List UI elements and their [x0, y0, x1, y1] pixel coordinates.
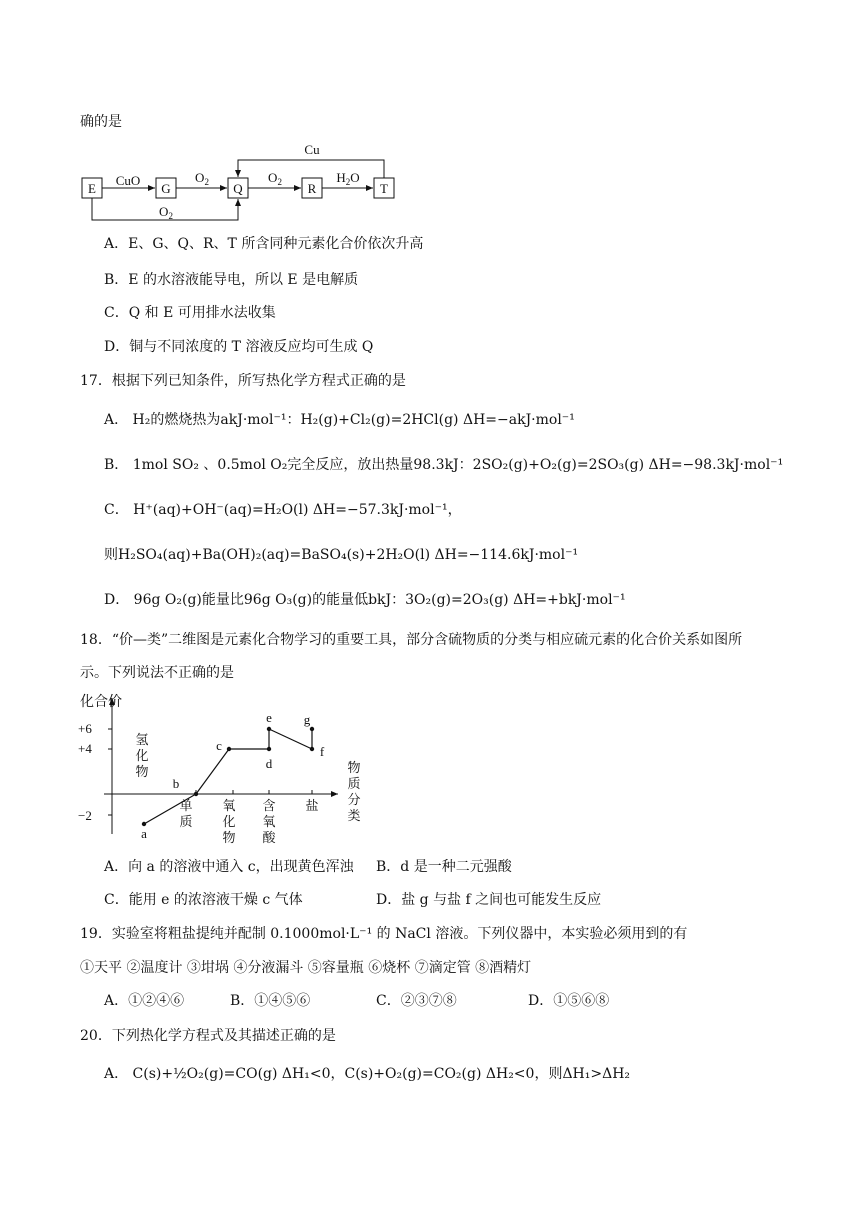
q19-option-d: D．①⑤⑥⑧	[528, 993, 610, 1009]
point-b	[194, 792, 198, 796]
cat-oxide-1: 氧	[222, 798, 236, 813]
q17-option-a: A． H₂的燃烧热为akJ·mol⁻¹：H₂(g)+Cl₂(g)=2HCl(g) ΔH=−akJ·mol⁻¹	[104, 412, 575, 428]
point-c	[227, 747, 231, 751]
point-c-label: c	[216, 738, 222, 753]
flow-diagram	[80, 140, 410, 230]
arrow-o2-label-3: $O_2$	[159, 204, 173, 221]
box-t-label: T	[380, 181, 388, 196]
intro-text: 确的是	[80, 114, 122, 130]
segment-e-f	[269, 729, 312, 749]
q18-stem-cont: 示。下列说法不正确的是	[80, 665, 234, 681]
box-e-label: E	[88, 181, 96, 196]
hydride-label-3: 物	[135, 764, 149, 779]
point-e-label: e	[266, 710, 272, 725]
q17-stem: 17．根据下列已知条件，所写热化学方程式正确的是	[80, 373, 406, 389]
box-q-label: Q	[233, 181, 243, 196]
point-d	[267, 747, 271, 751]
point-g-label: g	[303, 712, 311, 727]
x-title-1: 物	[347, 760, 361, 775]
tick-minus2: −2	[78, 808, 92, 823]
valence-class-chart	[76, 684, 376, 846]
cat-oxide-2: 化	[222, 814, 236, 829]
cat-elemental-1: 单	[179, 798, 193, 813]
q18-option-d: D．盐 g 与盐 f 之间也可能发生反应	[376, 892, 602, 908]
q17-option-d: D． 96g O₂(g)能量比96g O₃(g)的能量低bkJ：3O₂(g)=2O₃(g) ΔH=+bkJ·mol⁻¹	[104, 592, 626, 608]
segment-b-c	[196, 749, 229, 794]
q16-option-a: A．E、G、Q、R、T 所含同种元素化合价依次升高	[104, 236, 424, 252]
point-b-label: b	[172, 776, 180, 791]
q17-option-b: B． 1mol SO₂ 、0.5mol O₂完全反应，放出热量98.3kJ：2SO₂(g)+O₂(g)=2SO₃(g) ΔH=−98.3kJ·mol⁻¹	[104, 457, 784, 473]
q18-option-b: B．d 是一种二元强酸	[376, 859, 512, 875]
point-a-label: a	[141, 826, 147, 841]
q16-option-c: C．Q 和 E 可用排水法收集	[104, 305, 276, 321]
q19-option-a: A．①②④⑥	[104, 993, 185, 1009]
hydride-label-2: 化	[135, 748, 149, 763]
q18-option-c: C．能用 e 的浓溶液干燥 c 气体	[104, 892, 303, 908]
cat-oxyacid-2: 氧	[262, 814, 276, 829]
point-f	[310, 747, 314, 751]
cat-oxide-3: 物	[222, 830, 236, 845]
box-r-label: R	[307, 181, 317, 196]
cat-elemental-2: 质	[179, 814, 193, 829]
q19-option-b: B．①④⑤⑥	[230, 993, 311, 1009]
cat-salt: 盐	[305, 798, 319, 813]
tick-plus6: +6	[78, 721, 92, 736]
arrow-o2-label-1: $O_2$	[195, 170, 209, 187]
x-title-2: 质	[347, 776, 361, 791]
q20-stem: 20．下列热化学方程式及其描述正确的是	[80, 1028, 336, 1044]
arrow-cuo-label: CuO	[115, 173, 141, 188]
y-axis-title: 化合价	[80, 694, 122, 710]
point-e	[267, 727, 271, 731]
q19-option-c: C．②③⑦⑧	[376, 993, 457, 1009]
q18-option-a: A．向 a 的溶液中通入 c，出现黄色浑浊	[104, 859, 354, 875]
arrow-h2o-label: $H_2O$	[336, 170, 360, 187]
cat-oxyacid-1: 含	[262, 798, 276, 813]
hydride-label-1: 氢	[135, 732, 149, 747]
q17-option-c-cont: 则H₂SO₄(aq)+Ba(OH)₂(aq)=BaSO₄(s)+2H₂O(l) ΔH=−114.6kJ·mol⁻¹	[104, 547, 579, 563]
x-title-4: 类	[347, 808, 361, 823]
cat-oxyacid-3: 酸	[262, 830, 276, 845]
q20-option-a: A． C(s)+½O₂(g)=CO(g) ΔH₁<0，C(s)+O₂(g)=CO₂(g) ΔH₂<0，则ΔH₁>ΔH₂	[104, 1066, 631, 1082]
q19-stem: 19．实验室将粗盐提纯并配制 0.1000mol·L⁻¹ 的 NaCl 溶液。下列仪器中，本实验必须用到的有	[80, 926, 688, 942]
q16-option-d: D．铜与不同浓度的 T 溶液反应均可生成 Q	[104, 339, 374, 355]
x-title-3: 分	[347, 792, 361, 807]
point-d-label: d	[265, 756, 273, 771]
q16-option-b: B．E 的水溶液能导电，所以 E 是电解质	[104, 272, 359, 288]
q18-stem: 18．“价—类”二维图是元素化合物学习的重要工具，部分含硫物质的分类与相应硫元素的化合价关系如图所	[80, 632, 743, 648]
arrow-o2-label-2: $O_2$	[268, 170, 282, 187]
box-g-label: G	[161, 181, 171, 196]
point-g	[310, 727, 314, 731]
q17-option-c: C． H⁺(aq)+OH⁻(aq)=H₂O(l) ΔH=−57.3kJ·mol⁻¹，	[104, 502, 462, 518]
q19-items: ①天平 ②温度计 ③坩埚 ④分液漏斗 ⑤容量瓶 ⑥烧杯 ⑦滴定管 ⑧酒精灯	[80, 960, 532, 976]
tick-plus4: +4	[78, 741, 92, 756]
arrow-cu-label: Cu	[304, 142, 320, 157]
point-f-label: f	[319, 744, 325, 759]
